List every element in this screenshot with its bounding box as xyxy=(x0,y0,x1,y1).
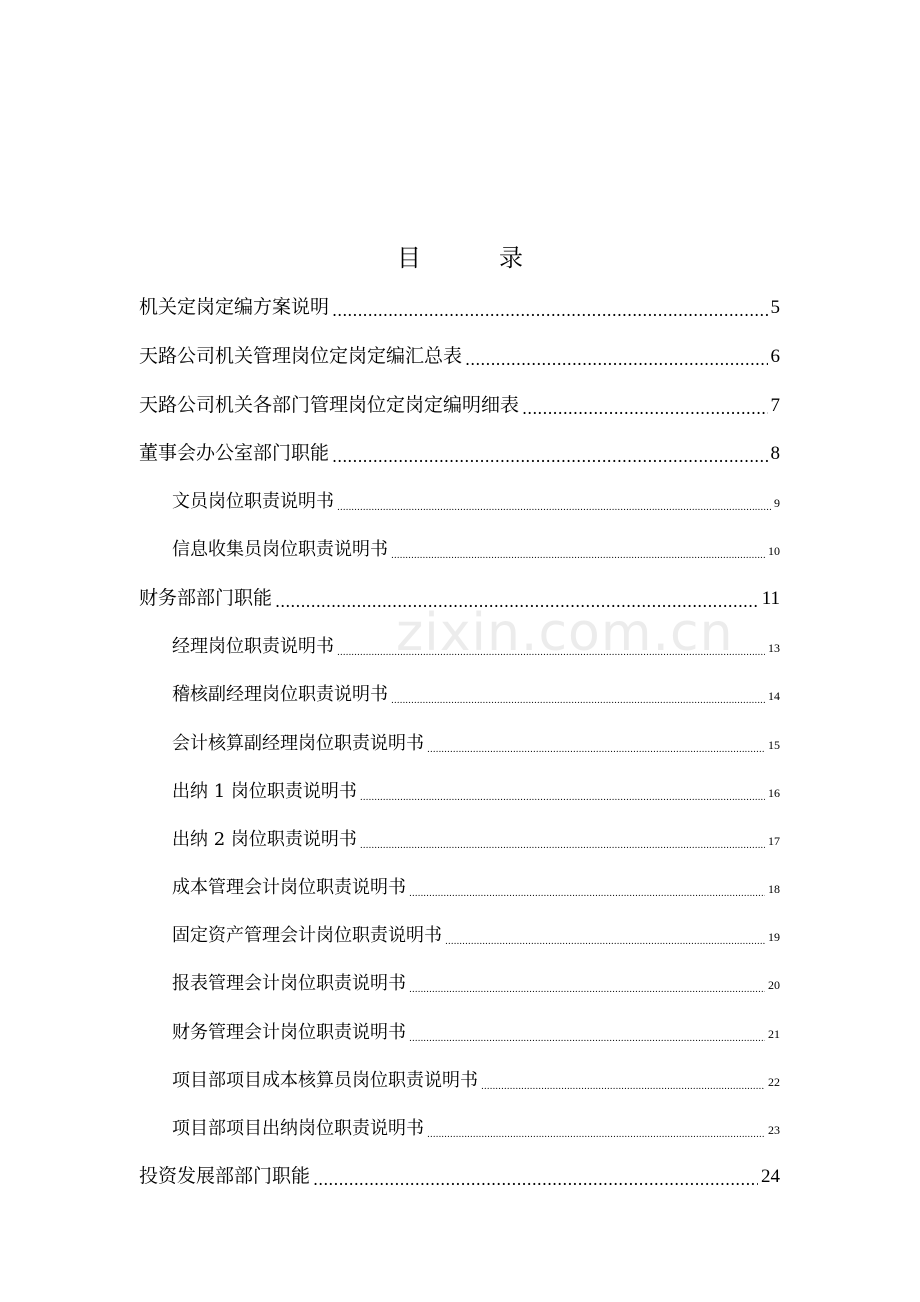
toc-leader-dots xyxy=(445,937,765,947)
toc-entry-title: 出纳 1 岗位职责说明书 xyxy=(172,781,357,802)
toc-page-number: 6 xyxy=(770,346,780,367)
toc-page-number: 9 xyxy=(774,496,780,510)
toc-entry-title: 出纳 2 岗位职责说明书 xyxy=(172,829,357,850)
toc-leader-dots xyxy=(481,1082,765,1092)
toc-page-number: 5 xyxy=(770,297,780,318)
toc-entry-title: 投资发展部部门职能 xyxy=(139,1165,311,1187)
toc-entry[interactable] xyxy=(139,583,780,610)
toc-entry[interactable] xyxy=(172,632,780,658)
toc-entry-title: 经理岗位职责说明书 xyxy=(172,636,334,657)
toc-page-number: 7 xyxy=(770,395,780,416)
toc-entry-title: 报表管理会计岗位职责说明书 xyxy=(172,973,406,994)
toc-page-number: 20 xyxy=(768,978,780,992)
toc-entry[interactable] xyxy=(172,1066,780,1092)
toc-page-number: 18 xyxy=(768,882,780,896)
toc-entry-title: 成本管理会计岗位职责说明书 xyxy=(172,877,406,898)
toc-leader-dots xyxy=(337,648,765,658)
toc-entry[interactable] xyxy=(172,487,780,513)
toc-entry[interactable] xyxy=(139,438,780,465)
toc-leader-dots xyxy=(337,503,771,513)
toc-entry[interactable] xyxy=(139,1161,780,1188)
toc-page-number: 16 xyxy=(768,786,780,800)
toc-page-number: 11 xyxy=(761,588,780,609)
toc-leader-dots xyxy=(465,352,767,368)
toc-entry[interactable] xyxy=(139,341,780,368)
toc-entry[interactable] xyxy=(172,680,780,706)
toc-leader-dots xyxy=(360,793,765,803)
toc-entry-title: 稽核副经理岗位职责说明书 xyxy=(172,684,388,705)
toc-entry-title: 固定资产管理会计岗位职责说明书 xyxy=(172,925,442,946)
toc-entry-title: 会计核算副经理岗位职责说明书 xyxy=(172,733,424,754)
toc-page-number: 23 xyxy=(768,1123,780,1137)
toc-entry[interactable] xyxy=(172,729,780,755)
toc-title-char-1: 目 xyxy=(397,244,421,272)
toc-page-number: 14 xyxy=(768,689,780,703)
toc-page-number: 8 xyxy=(770,443,780,464)
toc-leader-dots xyxy=(409,1034,765,1044)
toc-leader-dots xyxy=(409,889,765,899)
toc-leader-dots xyxy=(332,303,767,319)
toc-page-number: 13 xyxy=(768,641,780,655)
toc-page-number: 17 xyxy=(768,834,780,848)
watermark: zixin.com.cn xyxy=(396,603,734,663)
toc-page-number: 22 xyxy=(768,1075,780,1089)
toc-leader-dots xyxy=(275,594,759,610)
toc-leader-dots xyxy=(360,841,765,851)
toc-entry[interactable] xyxy=(172,1114,780,1140)
toc-page-number: 21 xyxy=(768,1027,780,1041)
toc-page-number: 10 xyxy=(768,544,780,558)
toc-leader-dots xyxy=(427,745,765,755)
toc-entry[interactable] xyxy=(172,535,780,561)
toc-entry-title: 财务管理会计岗位职责说明书 xyxy=(172,1022,406,1043)
toc-entry-title: 项目部项目出纳岗位职责说明书 xyxy=(172,1118,424,1139)
toc-leader-dots xyxy=(391,551,765,561)
toc-entry-title: 文员岗位职责说明书 xyxy=(172,491,334,512)
toc-leader-dots xyxy=(409,985,765,995)
toc-page-number: 24 xyxy=(761,1166,780,1187)
toc-leader-dots xyxy=(427,1130,765,1140)
toc-entry-title: 机关定岗定编方案说明 xyxy=(139,296,330,318)
toc-leader-dots xyxy=(522,401,767,417)
toc-title xyxy=(0,238,920,273)
toc-entry[interactable] xyxy=(172,1018,780,1044)
toc-entry-title: 信息收集员岗位职责说明书 xyxy=(172,539,388,560)
toc-entry[interactable] xyxy=(172,921,780,947)
toc-page-number: 19 xyxy=(768,930,780,944)
toc-entry[interactable] xyxy=(139,292,780,319)
toc-entry[interactable] xyxy=(172,969,780,995)
toc-entry-title: 天路公司机关各部门管理岗位定岗定编明细表 xyxy=(139,394,520,416)
toc-leader-dots xyxy=(332,449,767,465)
toc-entry-title: 财务部部门职能 xyxy=(139,587,273,609)
toc-leader-dots xyxy=(391,696,765,706)
toc-entry[interactable] xyxy=(172,825,780,851)
toc-entry-title: 项目部项目成本核算员岗位职责说明书 xyxy=(172,1070,478,1091)
toc-entry-title: 天路公司机关管理岗位定岗定编汇总表 xyxy=(139,345,463,367)
toc-leader-dots xyxy=(313,1172,758,1188)
toc-entry-title: 董事会办公室部门职能 xyxy=(139,442,330,464)
toc-entry[interactable] xyxy=(172,873,780,899)
toc-page-number: 15 xyxy=(768,738,780,752)
toc-entry[interactable] xyxy=(172,777,780,803)
toc-title-char-2: 录 xyxy=(499,244,523,272)
toc-entry[interactable] xyxy=(139,390,780,417)
